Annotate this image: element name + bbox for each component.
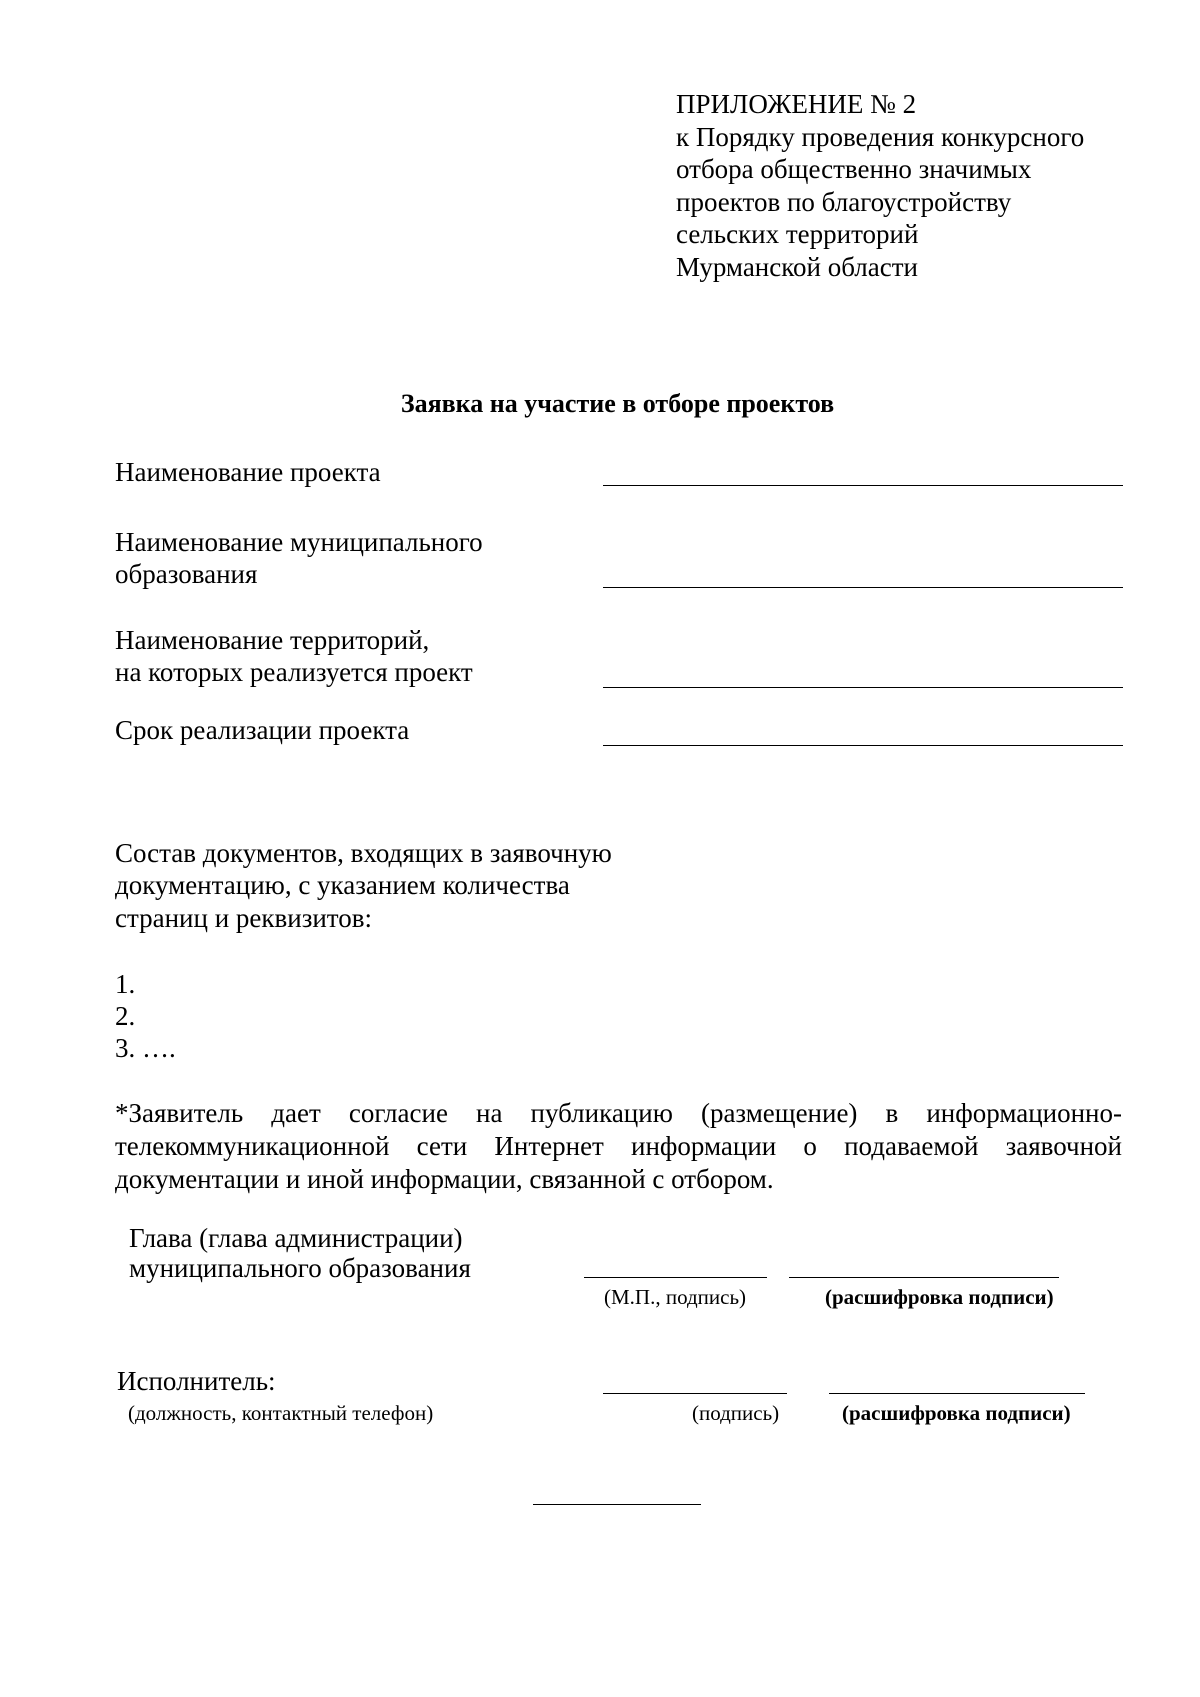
appendix-line: Мурманской области (676, 251, 918, 282)
consent-text: *Заявитель дает согласие на публикацию (размещение) в информационно-телекоммуникационной сети Интернет информации о подаваемой заявочной документации и иной информации, связанной с отбором. (115, 1098, 1122, 1194)
field-label-period: Срок реализации проекта (115, 715, 410, 745)
head-decode-caption: (расшифровка подписи) (825, 1285, 1054, 1309)
consent-paragraph (115, 1097, 1122, 1196)
appendix-line: ПРИЛОЖЕНИЕ № 2 (676, 89, 917, 119)
field-label-territories: Наименование территорий, (115, 625, 430, 655)
appendix-line: к Порядку проведения конкурсного (676, 121, 1085, 152)
documents-list-item: 2. (115, 1001, 136, 1031)
executor-label: Исполнитель: (117, 1366, 276, 1396)
appendix-line: сельских территорий (676, 219, 919, 249)
field-label-municipality: Наименование муниципального (115, 527, 483, 557)
field-label-municipality: образования (115, 559, 258, 589)
executor-decode-line[interactable] (829, 1393, 1085, 1394)
field-line-project-name[interactable] (603, 485, 1123, 486)
executor-position-caption: (должность, контактный телефон) (128, 1401, 434, 1425)
field-line-period[interactable] (603, 745, 1123, 746)
executor-decode-caption: (расшифровка подписи) (842, 1401, 1071, 1425)
footer-separator (533, 1504, 701, 1505)
appendix-header (676, 88, 1084, 283)
document-title: Заявка на участие в отборе проектов (400, 389, 835, 418)
appendix-line: отбора общественно значимых (676, 154, 1032, 184)
documents-list-item: 1. (115, 969, 136, 999)
head-signature-label: муниципального образования (129, 1253, 471, 1283)
documents-heading: документацию, с указанием количества (115, 870, 570, 900)
head-signature-line[interactable] (584, 1277, 767, 1278)
head-decode-line[interactable] (789, 1277, 1059, 1278)
field-line-territories[interactable] (603, 687, 1123, 688)
documents-heading: страниц и реквизитов: (115, 903, 373, 933)
field-line-municipality[interactable] (603, 587, 1123, 588)
appendix-line: проектов по благоустройству (676, 186, 1012, 217)
documents-heading: Состав документов, входящих в заявочную (115, 838, 612, 868)
executor-sign-caption: (подпись) (692, 1401, 780, 1425)
executor-signature-line[interactable] (603, 1393, 787, 1394)
field-label-territories: на которых реализуется проект (115, 657, 473, 687)
head-signature-label: Глава (глава администрации) (129, 1223, 463, 1253)
head-sign-caption: (М.П., подпись) (604, 1285, 747, 1309)
field-label-project-name: Наименование проекта (115, 457, 381, 487)
documents-list-item: 3. …. (115, 1033, 176, 1063)
